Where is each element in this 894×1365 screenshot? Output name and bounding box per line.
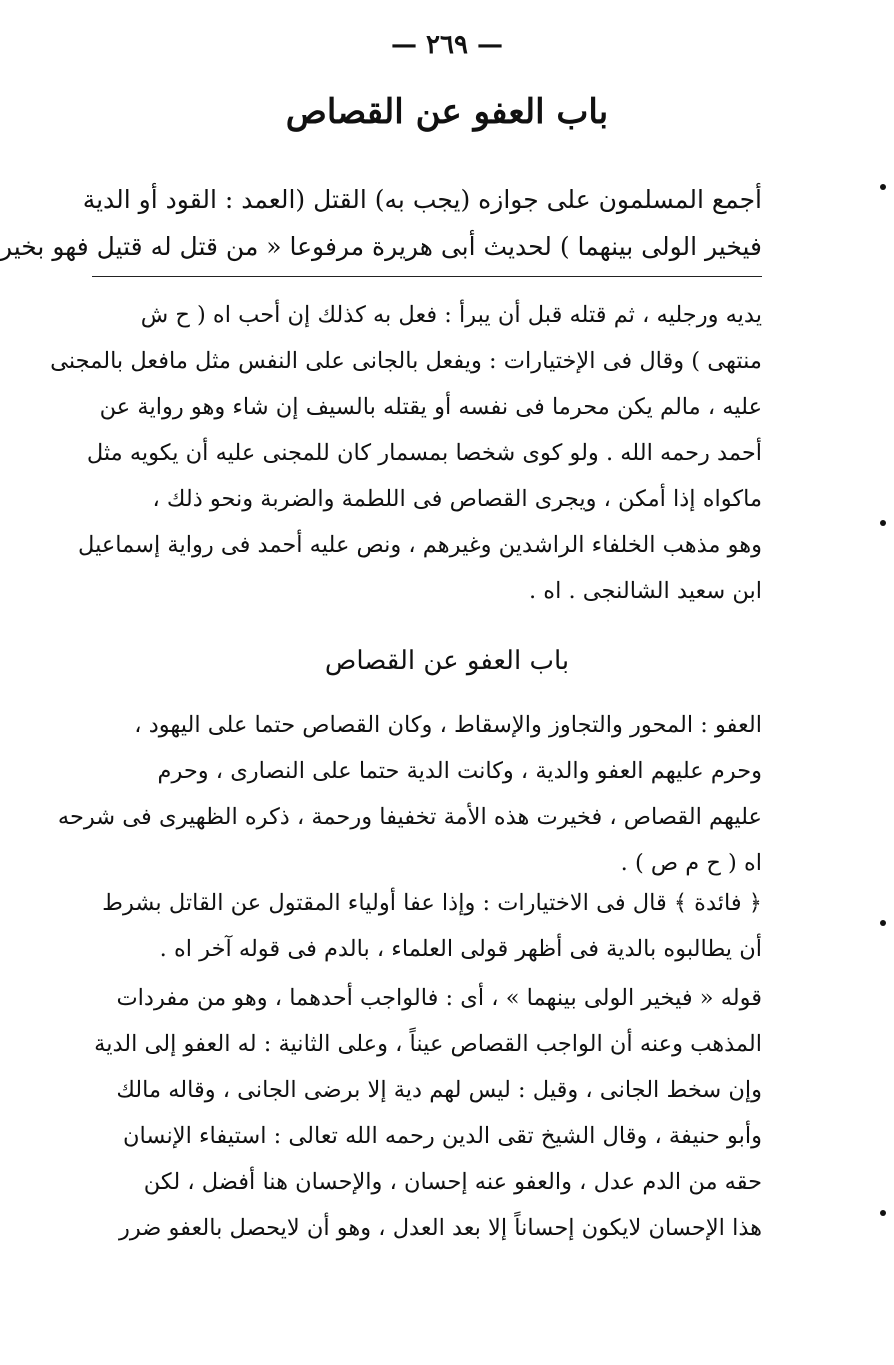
footnote-line: اه ( ح م ص ) . <box>620 850 762 876</box>
main-text <box>0 176 762 270</box>
margin-mark <box>880 184 886 190</box>
footnote-line: وحرم عليهم العفو والدية ، وكانت الدية حتما على النصارى ، وحرم <box>157 758 762 784</box>
footnote-continuation <box>50 292 762 614</box>
footnote-line: قوله « فيخير الولى بينهما » ، أى : فالواجب أحدهما ، وهو من مفردات <box>116 985 762 1011</box>
footnote-line: هذا الإحسان لايكون إحساناً إلا بعد العدل ، وهو أن لايحصل بالعفو ضرر <box>119 1215 762 1241</box>
footnote-line: عليهم القصاص ، فخيرت هذه الأمة تخفيفا ورحمة ، ذكره الظهيرى فى شرحه <box>57 804 762 830</box>
footnote-benefit <box>92 880 762 972</box>
margin-mark <box>880 1210 886 1216</box>
margin-mark <box>880 520 886 526</box>
footnote-line: وهو مذهب الخلفاء الراشدين وغيرهم ، ونص عليه أحمد فى رواية إسماعيل <box>78 532 762 558</box>
footnote-line: المذهب وعنه أن الواجب القصاص عيناً ، وعلى الثانية : له العفو إلى الدية <box>94 1031 762 1057</box>
footnote-line: أحمد رحمه الله . ولو كوى شخصا بمسمار كان للمجنى عليه أن يكويه مثل <box>86 440 762 466</box>
footnote-commentary <box>92 975 762 1251</box>
footnote-line: وإن سخط الجانى ، وقيل : ليس لهم دية إلا برضى الجانى ، وقاله مالك <box>116 1077 762 1103</box>
main-text-line: فيخير الولى بينهما ) لحديث أبى هريرة مرفوعا « من قتل له قتيل فهو بخير <box>0 232 762 261</box>
page-number: — ٢٦٩ — <box>390 30 504 60</box>
footnote-line: وأبو حنيفة ، وقال الشيخ تقى الدين رحمه الله تعالى : استيفاء الإنسان <box>123 1123 762 1149</box>
section-title: باب العفو عن القصاص <box>324 646 570 676</box>
main-text-line: أجمع المسلمون على جوازه (يجب به) القتل (العمد : القود أو الدية <box>82 185 762 214</box>
footnote-separator <box>92 276 762 277</box>
margin-mark <box>880 920 886 926</box>
footnote-line: ﴿ فائدة ﴾ قال فى الاختيارات : وإذا عفا أولياء المقتول عن القاتل بشرط <box>102 890 762 916</box>
footnote-line: يديه ورجليه ، ثم قتله قبل أن يبرأ : فعل به كذلك إن أحب اه ( ح ش <box>140 302 762 328</box>
footnote-line: ماكواه إذا أمكن ، ويجرى القصاص فى اللطمة والضربة ونحو ذلك ، <box>152 486 762 512</box>
footnote-line: عليه ، مالم يكن محرما فى نفسه أو يقتله بالسيف إن شاء وهو رواية عن <box>99 394 762 420</box>
footnote-line: منتهى ) وقال فى الإختيارات : ويفعل بالجانى على النفس مثل مافعل بالمجنى <box>50 348 762 374</box>
chapter-title: باب العفو عن القصاص <box>285 92 609 132</box>
footnote-line: أن يطالبوه بالدية فى أظهر قولى العلماء ، بالدم فى قوله آخر اه . <box>159 936 762 962</box>
footnote-line: حقه من الدم عدل ، والعفو عنه إحسان ، والإحسان هنا أفضل ، لكن <box>143 1169 762 1195</box>
footnote-line: ابن سعيد الشالنجى . اه . <box>528 578 762 604</box>
footnote-definition <box>57 702 762 886</box>
footnote-line: العفو : المحور والتجاوز والإسقاط ، وكان القصاص حتما على اليهود ، <box>134 712 762 738</box>
